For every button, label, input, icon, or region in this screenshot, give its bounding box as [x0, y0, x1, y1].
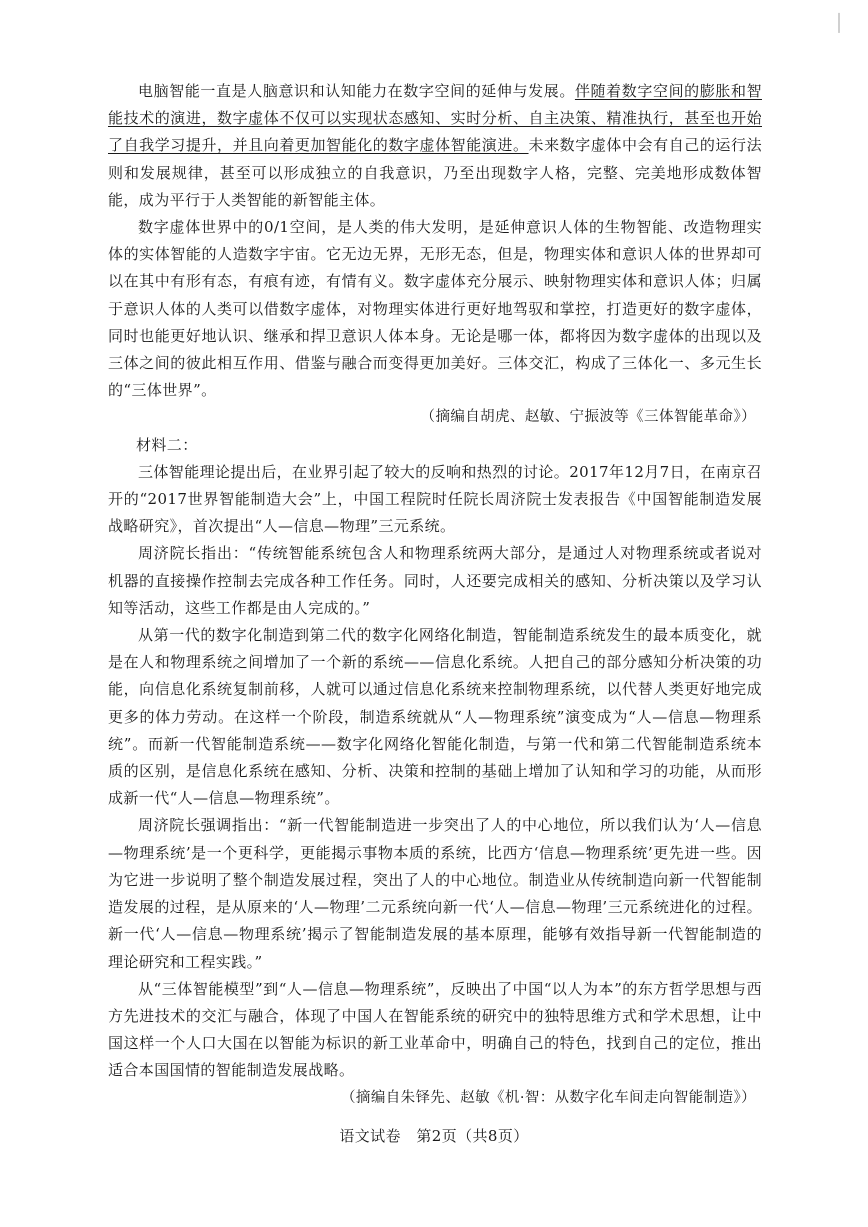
underlined-sentence: 伴随着数字空间的膨胀和智能技术的演进，数字虚体不仅可以实现状态感知、实时分析、自主决策、精准执行，甚至也开始了自我学习提升，并且向着更加智能化的数字虚体智能演进。: [108, 82, 762, 155]
paragraph: 周济院长指出：“传统智能系统包含人和物理系统两大部分，是通过人对物理系统或者说对机器的直接操作控制去完成各种工作任务。同时，人还要完成相关的感知、分析决策以及学习认知等活动，这些工作都是由人完成的。”: [108, 544, 762, 617]
page-footer: 语文试卷 第2页（共8页）: [339, 1127, 529, 1145]
paragraph: 从第一代的数字化制造到第二代的数字化网络化制造，智能制造系统发生的最本质变化，就是在人和物理系统之间增加了一个新的系统——信息化系统。人把自己的部分感知分析决策的功能，向信息化系统复制前移，人就可以通过信息化系统来控制物理系统，以代替人类更好地完成更多的体力劳动。在这样一个阶段，制造系统就从“人—物理系统”演变成为“人—信息—物理系统”。而新一代智能制造系统——数字化网络化智能化制造，与第一代和第二代智能制造系统本质的区别，是信息化系统在感知、分析、决策和控制的基础上增加了认知和学习的功能，从而形成新一代“人—信息—物理系统”。: [108, 626, 762, 808]
paragraph: 三体智能理论提出后，在业界引起了较大的反响和热烈的讨论。2017年12月7日，在南京召开的“2017世界智能制造大会”上，中国工程院时任院长周济院士发表报告《中国智能制造发展战略研究》，首次提出“人—信息—物理”三元系统。: [108, 462, 763, 536]
article-body: [108, 78, 762, 1112]
paragraph-text: 未来数字虚体中会有自己的运行法则和发展规律，甚至可以形成独立的自我意识，乃至出现数字人格，完整、完美地形成数体智能，成为平行于人类智能的新智能主体。: [108, 136, 762, 209]
section-heading: 材料二：: [136, 435, 198, 454]
paragraph: [108, 78, 762, 214]
paragraph-text: 电脑智能一直是人脑意识和认知能力在数字空间的延伸与发展。: [138, 82, 575, 100]
scan-corner-mark-icon: ❘: [830, 9, 848, 33]
paragraph: 数字虚体世界中的0/1空间，是人类的伟大发明，是延伸意识人体的生物智能、改造物理实体的实体智能的人造数字宇宙。它无边无界，无形无态，但是，物理实体和意识人体的世界却可以在其中有形有态，有痕有迹，有情有义。数字虚体充分展示、映射物理实体和意识人体；归属于意识人体的人类可以借数字虚体，对物理实体进行更好地驾驭和掌控，打造更好的数字虚体，同时也能更好地认识、继承和捍卫意识人体本身。无论是哪一体，都将因为数字虚体的出现以及三体之间的彼此相互作用、借鉴与融合而变得更加美好。三体交汇，构成了三体化一、多元生长的“三体世界”。: [108, 218, 762, 400]
paragraph: 周济院长强调指出：“新一代智能制造进一步突出了人的中心地位，所以我们认为‘人—信息—物理系统’是一个更科学，更能揭示事物本质的系统，比西方‘信息—物理系统’更先进一些。因为它进一步说明了整个制造发展过程，突出了人的中心地位。制造业从传统制造向新一代智能制造发展的过程，是从原来的‘人—物理’二元系统向新一代‘人—信息—物理’三元系统进化的过程。新一代‘人—信息—物理系统’揭示了智能制造发展的基本原理，能够有效指导新一代智能制造的理论研究和工程实践。”: [108, 816, 762, 971]
source-citation: （摘编自朱铎先、赵敏《机·智：从数字化车间走向智能制造》）: [341, 1089, 756, 1106]
paragraph: 从“三体智能模型”到“人—信息—物理系统”，反映出了中国“以人为本”的东方哲学思想与西方先进技术的交汇与融合，体现了中国人在智能系统的研究中的独特思维方式和学术思想，让中国这样一个人口大国在以智能为标识的新工业革命中，明确自己的特色，找到自己的定位，推出适合本国国情的智能制造发展战略。: [108, 979, 762, 1080]
source-citation: （摘编自胡虎、赵敏、宁振波等《三体智能革命》）: [420, 409, 756, 426]
